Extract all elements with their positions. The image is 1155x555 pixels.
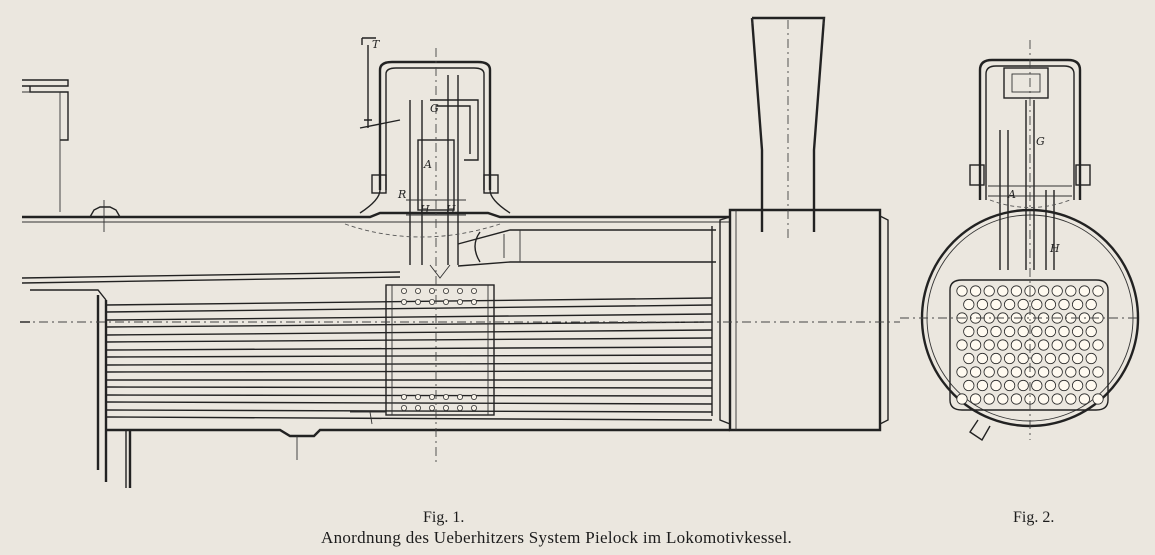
fire-tube-end (1059, 380, 1069, 390)
mark-g: G (430, 102, 439, 115)
fire-tube-end (984, 340, 994, 350)
fire-tube-end (1038, 394, 1048, 404)
fire-tube-end (977, 326, 987, 336)
fire-tube-end (1086, 299, 1096, 309)
fire-tube-end (1004, 353, 1014, 363)
figure-caption: Anordnung des Ueberhitzers System Pielock im Lokomotivkessel. (321, 528, 793, 547)
fire-tube-end (1093, 340, 1103, 350)
fire-tube-end (1072, 299, 1082, 309)
fire-tube-end (1004, 299, 1014, 309)
fire-tube-end (957, 286, 967, 296)
fire-tube-end (1059, 353, 1069, 363)
fire-tube-end (1011, 367, 1021, 377)
barrel-bottom (106, 430, 730, 488)
fire-tube-end (1011, 286, 1021, 296)
fire-tube-end (1018, 353, 1028, 363)
fig2-mark-a: A (1008, 188, 1016, 201)
fire-tube-end (1072, 353, 1082, 363)
fire-tube-end (984, 286, 994, 296)
fire-tube-end (957, 340, 967, 350)
fire-tube-end (1018, 299, 1028, 309)
fire-tube-end (998, 394, 1008, 404)
fire-tube-end (970, 367, 980, 377)
fire-tube-end (1045, 380, 1055, 390)
fire-tube-end (1011, 340, 1021, 350)
fire-tube-end (1066, 340, 1076, 350)
figure-1-label: Fig. 1. (423, 509, 465, 526)
fire-tube-end (991, 326, 1001, 336)
fire-tube-end (1093, 286, 1103, 296)
cab-fragment (22, 80, 68, 212)
fire-tube-end (1066, 394, 1076, 404)
fire-tube-end (970, 394, 980, 404)
fire-tube-end (1052, 367, 1062, 377)
fire-tube-end (977, 380, 987, 390)
fire-tube-end (1018, 326, 1028, 336)
mark-h2: H (446, 203, 456, 216)
fire-tube-end (1004, 326, 1014, 336)
fire-tube-end (998, 367, 1008, 377)
fire-tube-end (1086, 380, 1096, 390)
mark-t: T (372, 38, 380, 51)
fire-tube-end (1032, 353, 1042, 363)
figure-2-cross-section (900, 40, 1140, 440)
fire-tube-end (1059, 299, 1069, 309)
fire-tube-end (998, 340, 1008, 350)
fire-tube-end (1072, 326, 1082, 336)
fire-tube-end (991, 380, 1001, 390)
fire-tube-end (991, 299, 1001, 309)
fire-tube-end (984, 367, 994, 377)
fire-tube-end (964, 353, 974, 363)
fire-tube-end (977, 353, 987, 363)
fire-tube-end (1093, 394, 1103, 404)
fire-tube-end (1072, 380, 1082, 390)
fire-tube-end (1086, 326, 1096, 336)
fire-tube-end (1038, 340, 1048, 350)
fire-tube-end (977, 299, 987, 309)
fire-tube-end (1079, 367, 1089, 377)
fire-tube-end (964, 299, 974, 309)
fire-tube-end (1066, 286, 1076, 296)
fig2-mark-g: G (1036, 135, 1045, 148)
fire-tube-end (1032, 326, 1042, 336)
fire-tube-end (1032, 380, 1042, 390)
fire-tube-end (1045, 299, 1055, 309)
fire-tube-end (984, 394, 994, 404)
fire-tube-end (1038, 367, 1048, 377)
fire-tube-end (970, 340, 980, 350)
fire-tube-end (1045, 353, 1055, 363)
fire-tube-end (1066, 367, 1076, 377)
figure-2-label: Fig. 2. (1013, 509, 1055, 526)
fire-tube-end (991, 353, 1001, 363)
fire-tubes (106, 298, 712, 420)
fire-tube-end (1052, 394, 1062, 404)
fig2-mark-h: H (1050, 242, 1060, 255)
fire-tube-end (1079, 340, 1089, 350)
mark-a: A (424, 158, 432, 171)
fire-tube-end (1093, 367, 1103, 377)
fire-tube-end (1086, 353, 1096, 363)
mark-r: R (398, 188, 407, 201)
figure-1-boiler-section (20, 18, 900, 488)
fire-tube-end (957, 394, 967, 404)
fire-tube-end (1052, 340, 1062, 350)
fire-tube-end (1079, 394, 1089, 404)
fire-tube-end (1004, 380, 1014, 390)
fire-tube-end (1011, 394, 1021, 404)
fire-tube-end (1045, 326, 1055, 336)
steam-pipe (458, 230, 716, 266)
fire-tube-end (1059, 326, 1069, 336)
fire-tube-end (957, 367, 967, 377)
mark-h1: H (420, 203, 430, 216)
fire-tube-end (1052, 286, 1062, 296)
fire-tube-end (964, 326, 974, 336)
fire-tube-end (1038, 286, 1048, 296)
chimney (752, 18, 824, 240)
fire-tube-end (1079, 286, 1089, 296)
fire-tube-end (998, 286, 1008, 296)
sand-dome (90, 207, 120, 217)
fire-tube-end (1018, 380, 1028, 390)
fire-tube-end (964, 380, 974, 390)
fire-tube-end (970, 286, 980, 296)
smokebox (712, 210, 888, 430)
barrel-top (22, 213, 730, 217)
fire-tube-end (1032, 299, 1042, 309)
tube-plate (98, 295, 106, 482)
